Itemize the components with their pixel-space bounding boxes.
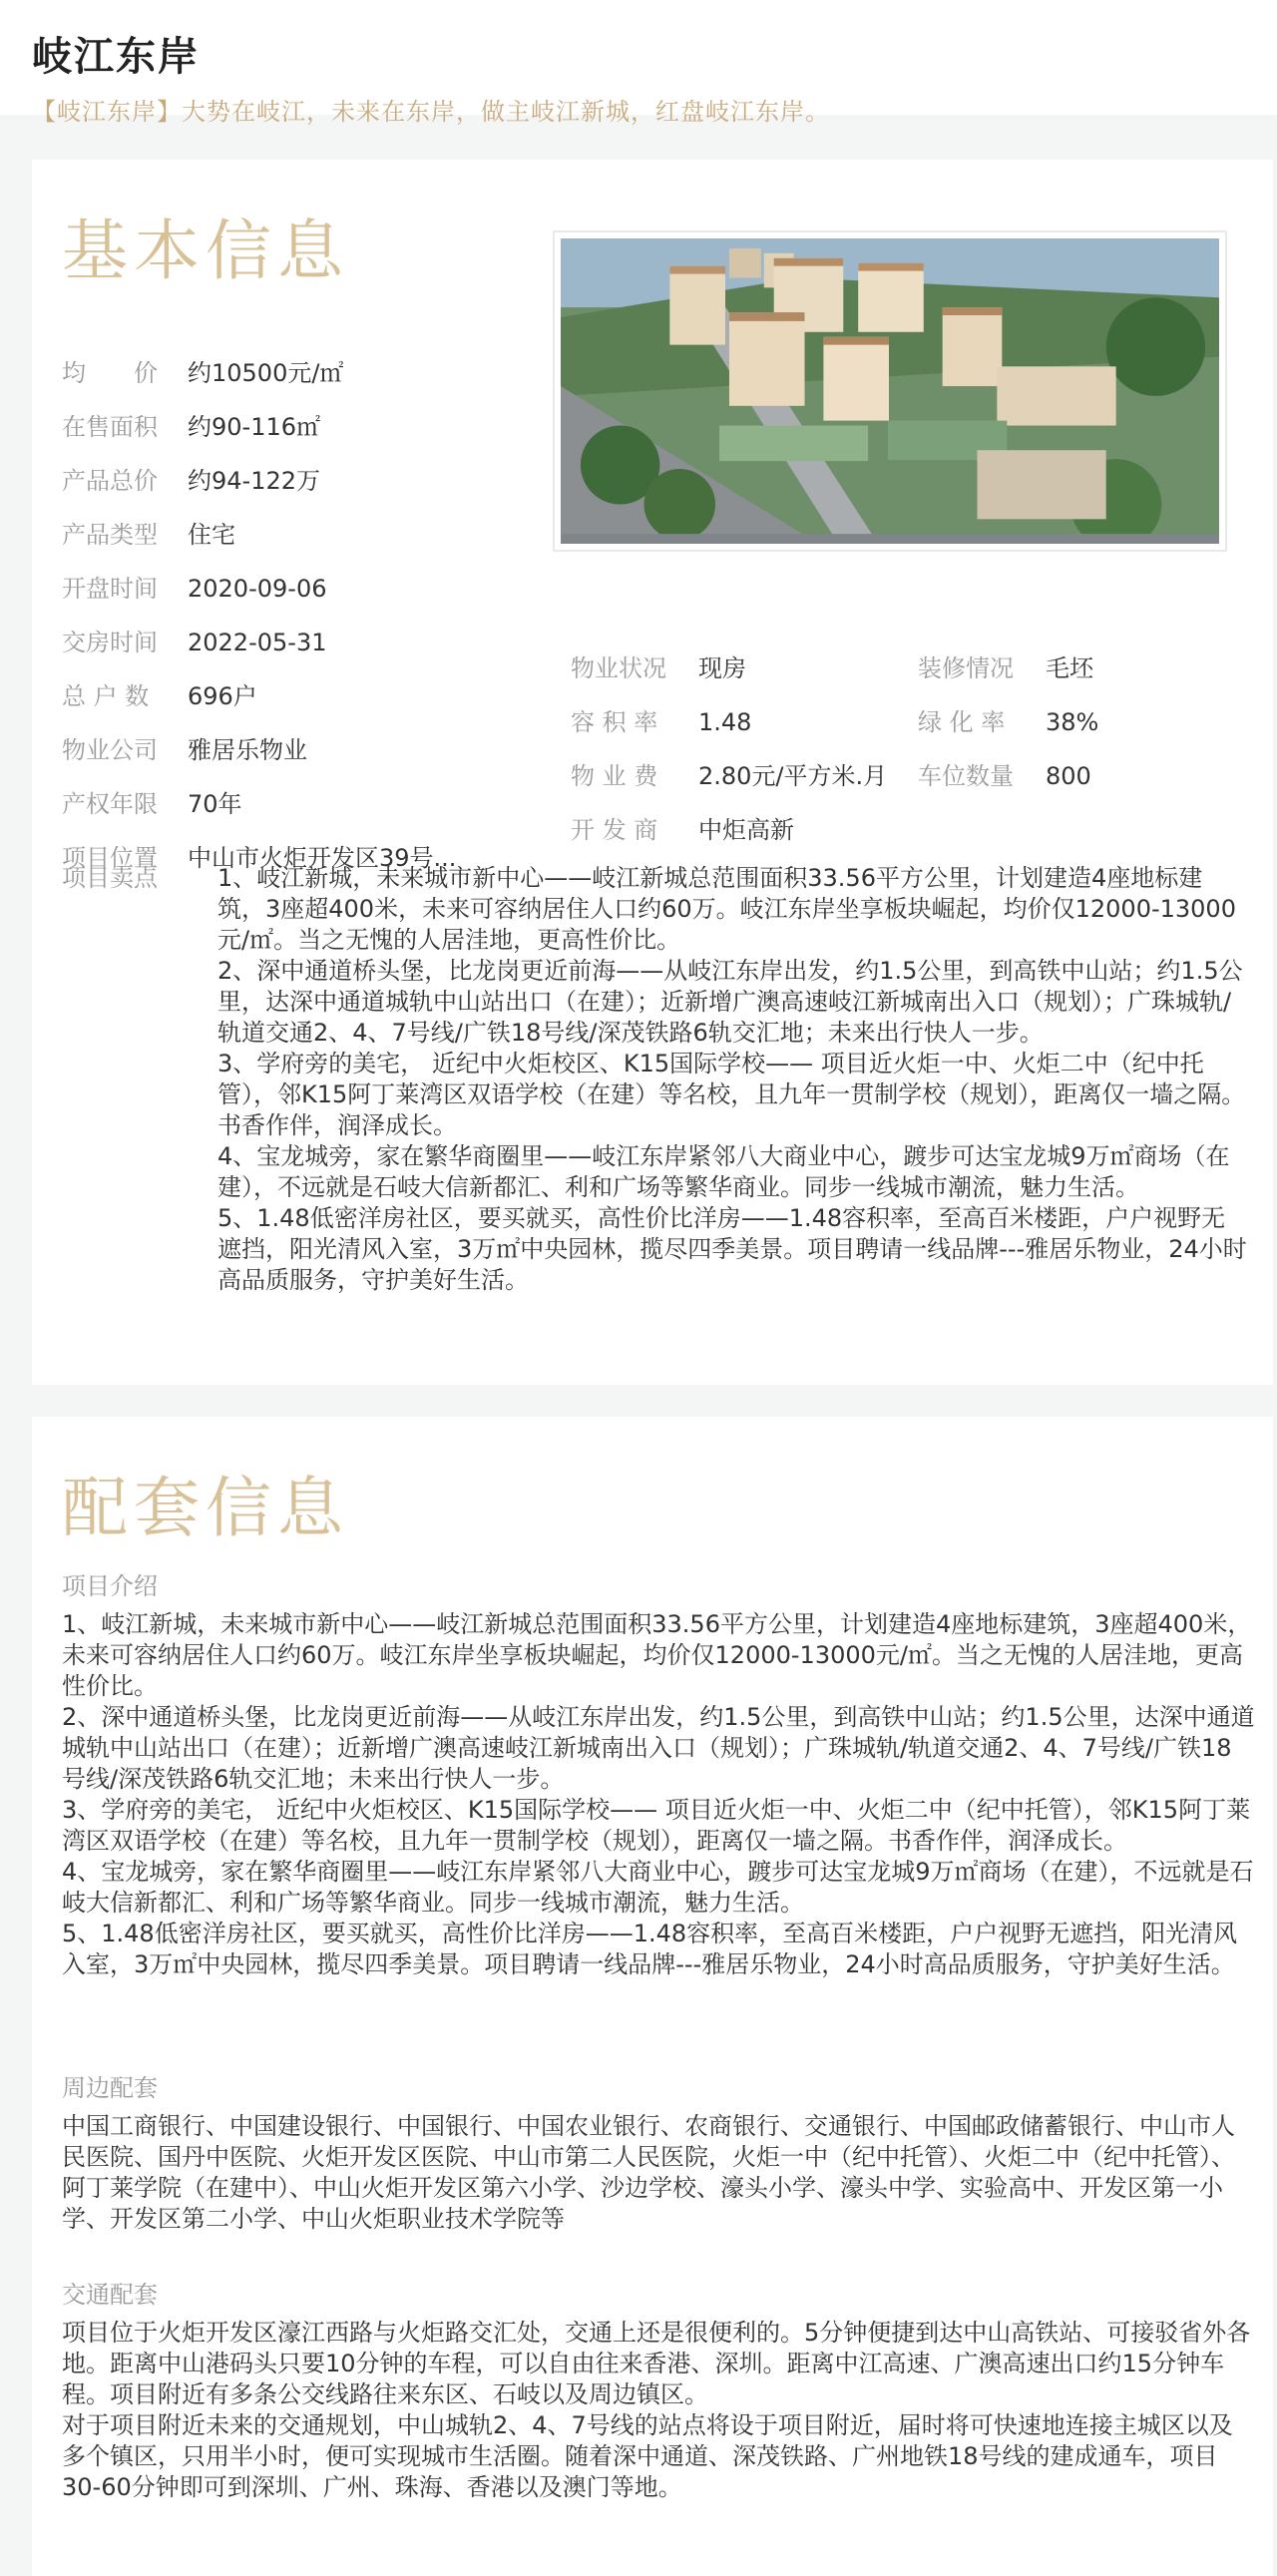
transport-paragraph: 项目位于火炬开发区濠江西路与火炬路交汇处，交通上还是很便利的。5分钟便捷到达中山高铁站、可接驳省外各地。距离中山港码头只要10分钟的车程，可以自由往来香港、深圳。距离中江高速、广澳高速出口约15分钟车程。项目附近有多条公交线路往来东区、石岐以及周边镇区。 [62,2319,1251,2408]
row-open-date [62,572,326,606]
supporting-info-card [32,1417,1273,2576]
value-status: 现房 [698,654,746,682]
project-rendering-image [561,238,1219,544]
value-households: 696户 [188,682,257,710]
page-header [0,0,1277,126]
row-green [918,705,1098,739]
row-decoration [918,651,1093,685]
transport-paragraph: 对于项目附近未来的交通规划，中山城轨2、4、7号线的站点将设于项目附近，届时将可快速地连接主城区以及多个镇区，只用半小时，便可实现城市生活圈。随着深中通道、深茂铁路、广州地铁18号线的建成通车，项目30-60分钟即可到深圳、广州、珠海、香港以及澳门等地。 [62,2411,1233,2501]
label-far: 容 积 率 [571,708,658,736]
value-developer: 中炬高新 [698,816,794,844]
row-households [62,679,257,713]
row-product-type [62,518,235,552]
label-property-company: 物业公司 [62,736,158,764]
label-status: 物业状况 [571,654,666,682]
intro-title: 项目介绍 [62,1572,158,1600]
label-price: 均 价 [62,359,158,387]
label-households: 总 户 数 [62,682,150,710]
value-far: 1.48 [698,708,752,736]
value-green: 38% [1046,708,1099,736]
page-slogan: 【岐江东岸】大势在岐江，未来在东岸，做主岐江新城，红盘岐江东岸。 [32,98,830,126]
label-open-date: 开盘时间 [62,575,158,603]
label-developer: 开 发 商 [571,816,658,844]
value-tenure: 70年 [188,790,242,818]
label-location: 项目位置 [62,844,158,872]
value-product-type: 住宅 [188,521,235,549]
intro-paragraph: 5、1.48低密洋房社区，要买就买，高性价比洋房——1.48容积率，至高百米楼距，户户视野无遮挡，阳光清风入室，3万㎡中央园林，揽尽四季美景。项目聘请一线品牌---雅居乐物业，24小时高品质服务，守护美好生活。 [62,1920,1238,1978]
label-parking: 车位数量 [918,762,1014,790]
row-tenure [62,787,242,821]
label-selling-points: 项目卖点 [62,864,158,892]
row-status [571,651,746,685]
basic-info-card [32,160,1273,1385]
value-decoration: 毛坯 [1046,654,1093,682]
selling-point-item: 3、学府旁的美宅， 近纪中火炬校区、K15国际学校—— 项目近火炬一中、火炬二中（纪中托管），邻K15阿丁莱湾区双语学校（在建）等名校，且九年一贯制学校（规划），距离仅一墙之隔。书香作伴，润泽成长。 [217,1050,1246,1139]
selling-point-item: 5、1.48低密洋房社区，要买就买，高性价比洋房——1.48容积率，至高百米楼距，户户视野无遮挡，阳光清风入室，3万㎡中央园林，揽尽四季美景。项目聘请一线品牌---雅居乐物业，24小时高品质服务，守护美好生活。 [217,1204,1247,1294]
transport-body [62,2318,1255,2503]
intro-paragraph: 1、岐江新城，未来城市新中心——岐江新城总范围面积33.56平方公里，计划建造4座地标建筑，3座超400米，未来可容纳居住人口约60万。岐江东岸坐享板块崛起，均价仅12000-13000元/㎡。当之无愧的人居洼地，更高性价比。 [62,1610,1252,1700]
value-parking: 800 [1046,762,1091,790]
surroundings-body: 中国工商银行、中国建设银行、中国银行、中国农业银行、农商银行、交通银行、中国邮政储蓄银行、中山市人民医院、国丹中医院、火炬开发区医院、中山市第二人民医院，火炬一中（纪中托管）、火炬二中（纪中托管）、阿丁莱学院（在建中）、中山火炬开发区第六小学、沙边学校、濠头小学、濠头中学、实验高中、开发区第一小学、开发区第二小学、中山火炬职业技术学院等 [62,2112,1235,2233]
row-property-company [62,733,307,767]
label-fee: 物 业 费 [571,762,658,790]
selling-point-item: 2、深中通道桥头堡，比龙岗更近前海——从岐江东岸出发，约1.5公里，到高铁中山站；约1.5公里，达深中通道城轨中山站出口（在建）；近新增广澳高速岐江新城南出入口（规划）；广珠城轨/轨道交通2、4、7号线/广铁18号线/深茂铁路6轨交汇地；未来出行快人一步。 [217,957,1243,1047]
label-green: 绿 化 率 [918,708,1006,736]
row-developer [571,813,794,847]
intro-body [62,1609,1255,1980]
label-area: 在售面积 [62,413,158,441]
row-area [62,410,320,444]
selling-points-body [217,863,1249,1296]
row-price [62,356,343,390]
surroundings-title: 周边配套 [62,2074,158,2102]
basic-info-title: 基本信息 [62,213,349,289]
row-total-price [62,464,320,498]
intro-paragraph: 3、学府旁的美宅， 近纪中火炬校区、K15国际学校—— 项目近火炬一中、火炬二中（纪中托管），邻K15阿丁莱湾区双语学校（在建）等名校，且九年一贯制学校（规划），距离仅一墙之隔。书香作伴，润泽成长。 [62,1796,1251,1855]
label-decoration: 装修情况 [918,654,1014,682]
project-photo[interactable] [553,230,1227,552]
value-delivery-date: 2022-05-31 [188,629,327,656]
value-property-company: 雅居乐物业 [188,736,307,764]
label-product-type: 产品类型 [62,521,158,549]
value-fee: 2.80元/平方米.月 [698,762,888,790]
label-delivery-date: 交房时间 [62,629,158,656]
row-delivery-date [62,626,326,659]
value-price: 约10500元/㎡ [188,359,344,387]
selling-point-item: 4、宝龙城旁，家在繁华商圈里——岐江东岸紧邻八大商业中心，踱步可达宝龙城9万㎡商场（在建），不远就是石岐大信新都汇、利和广场等繁华商业。同步一线城市潮流，魅力生活。 [217,1142,1230,1201]
selling-points [62,863,1249,1296]
row-parking [918,759,1091,793]
intro-paragraph: 4、宝龙城旁，家在繁华商圈里——岐江东岸紧邻八大商业中心，踱步可达宝龙城9万㎡商场（在建），不远就是石岐大信新都汇、利和广场等繁华商业。同步一线城市潮流，魅力生活。 [62,1858,1254,1917]
intro-paragraph: 2、深中通道桥头堡，比龙岗更近前海——从岐江东岸出发，约1.5公里，到高铁中山站；约1.5公里，达深中通道城轨中山站出口（在建）；近新增广澳高速岐江新城南出入口（规划）；广珠城轨/轨道交通2、4、7号线/广铁18号线/深茂铁路6轨交汇地；未来出行快人一步。 [62,1703,1255,1793]
selling-point-item: 1、岐江新城，未来城市新中心——岐江新城总范围面积33.56平方公里，计划建造4座地标建筑，3座超400米，未来可容纳居住人口约60万。岐江东岸坐享板块崛起，均价仅12000-13000元/㎡。当之无愧的人居洼地，更高性价比。 [217,864,1236,954]
transport-title: 交通配套 [62,2281,158,2309]
value-location[interactable]: 中山市火炬开发区39号... [188,844,457,872]
supporting-info-title: 配套信息 [62,1470,349,1546]
row-fee [571,759,887,793]
value-area: 约90-116㎡ [188,413,321,441]
value-total-price: 约94-122万 [188,467,321,495]
row-far [571,705,751,739]
label-total-price: 产品总价 [62,467,158,495]
page-title: 岐江东岸 [32,34,200,80]
label-tenure: 产权年限 [62,790,158,818]
value-open-date: 2020-09-06 [188,575,327,603]
